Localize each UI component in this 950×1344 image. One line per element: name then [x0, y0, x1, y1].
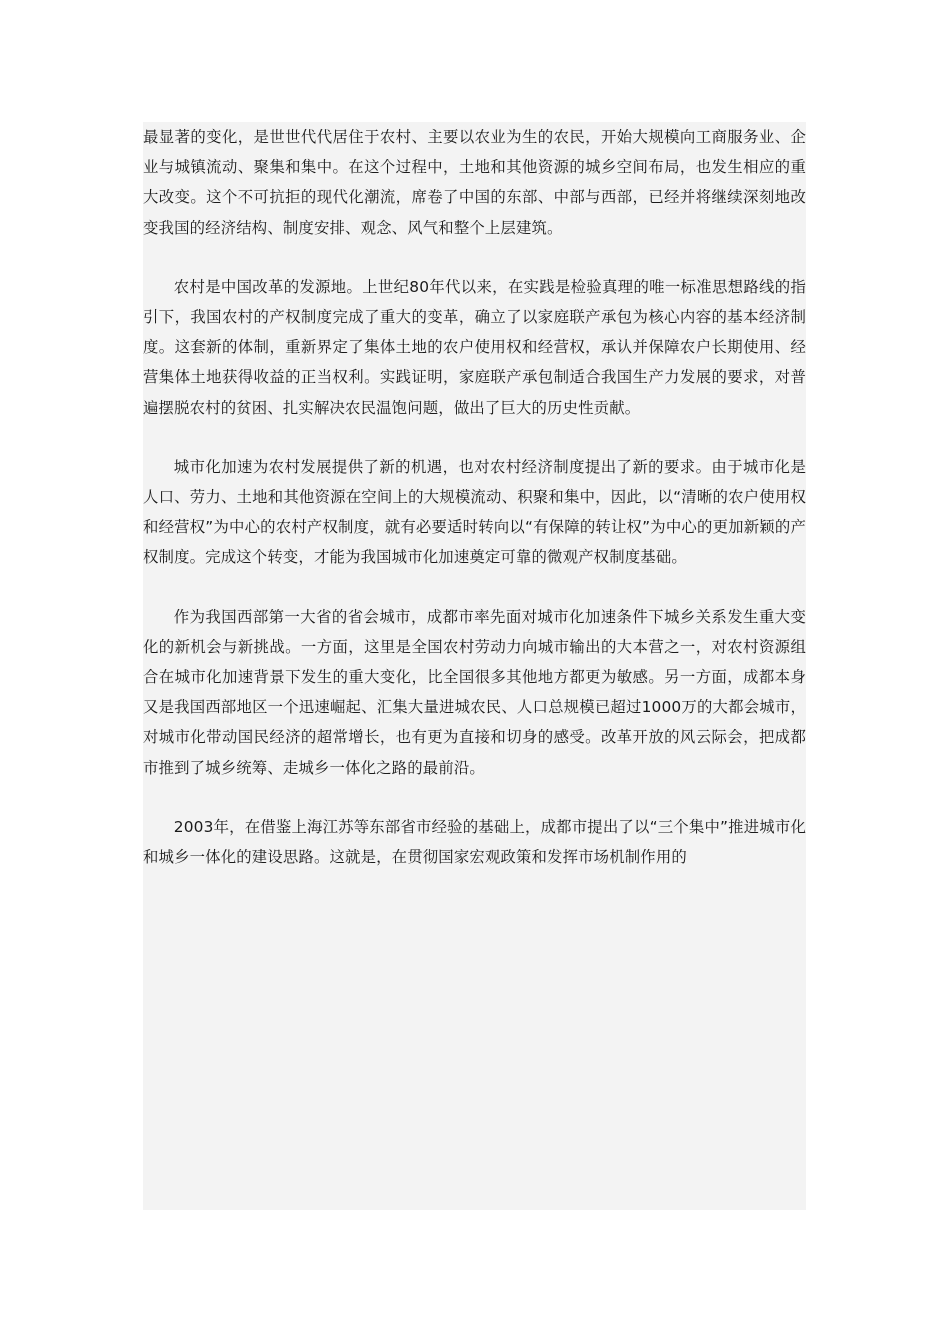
paragraph-3: 城市化加速为农村发展提供了新的机遇，也对农村经济制度提出了新的要求。由于城市化是人口、劳力、土地和其他资源在空间上的大规模流动、积聚和集中，因此，以“清晰的农户使用权和经营权”为中心的农村产权制度，就有必要适时转向以“有保障的转让权”为中心的更加新颖的产权制度。完成这个转变，才能为我国城市化加速奠定可靠的微观产权制度基础。: [143, 457, 806, 567]
paragraph-1: 最显著的变化，是世世代代居住于农村、主要以农业为生的农民，开始大规模向工商服务业、企业与城镇流动、聚集和集中。在这个过程中，土地和其他资源的城乡空间布局，也发生相应的重大改变。这个不可抗拒的现代化潮流，席卷了中国的东部、中部与西部，已经并将继续深刻地改变我国的经济结构、制度安排、观念、风气和整个上层建筑。: [143, 128, 806, 237]
paragraph-4: 作为我国西部第一大省的省会城市，成都市率先面对城市化加速条件下城乡关系发生重大变化的新机会与新挑战。一方面，这里是全国农村劳动力向城市输出的大本营之一，对农村资源组合在城市化加速背景下发生的重大变化，比全国很多其他地方都更为敏感。另一方面，成都本身又是我国西部地区一个迅速崛起、汇集大量进城农民、人口总规模已超过1000万的大都会城市，对城市化带动国民经济的超常增长，也有更为直接和切身的感受。改革开放的风云际会，把成都市推到了城乡统筹、走城乡一体化之路的最前沿。: [143, 607, 806, 777]
paragraph-5: 2003年，在借鉴上海江苏等东部省市经验的基础上，成都市提出了以“三个集中”推进城市化和城乡一体化的建设思路。这就是，在贯彻国家宏观政策和发挥市场机制作用的: [143, 817, 806, 867]
paragraph-2: 农村是中国改革的发源地。上世纪80年代以来，在实践是检验真理的唯一标准思想路线的指引下，我国农村的产权制度完成了重大的变革，确立了以家庭联产承包为核心内容的基本经济制度。这套新的体制，重新界定了集体土地的农户使用权和经营权，承认并保障农户长期使用、经营集体土地获得收益的正当权利。实践证明，家庭联产承包制适合我国生产力发展的要求，对普遍摆脱农村的贫困、扎实解决农民温饱问题，做出了巨大的历史性贡献。: [143, 277, 806, 417]
document-body: [143, 122, 806, 1210]
